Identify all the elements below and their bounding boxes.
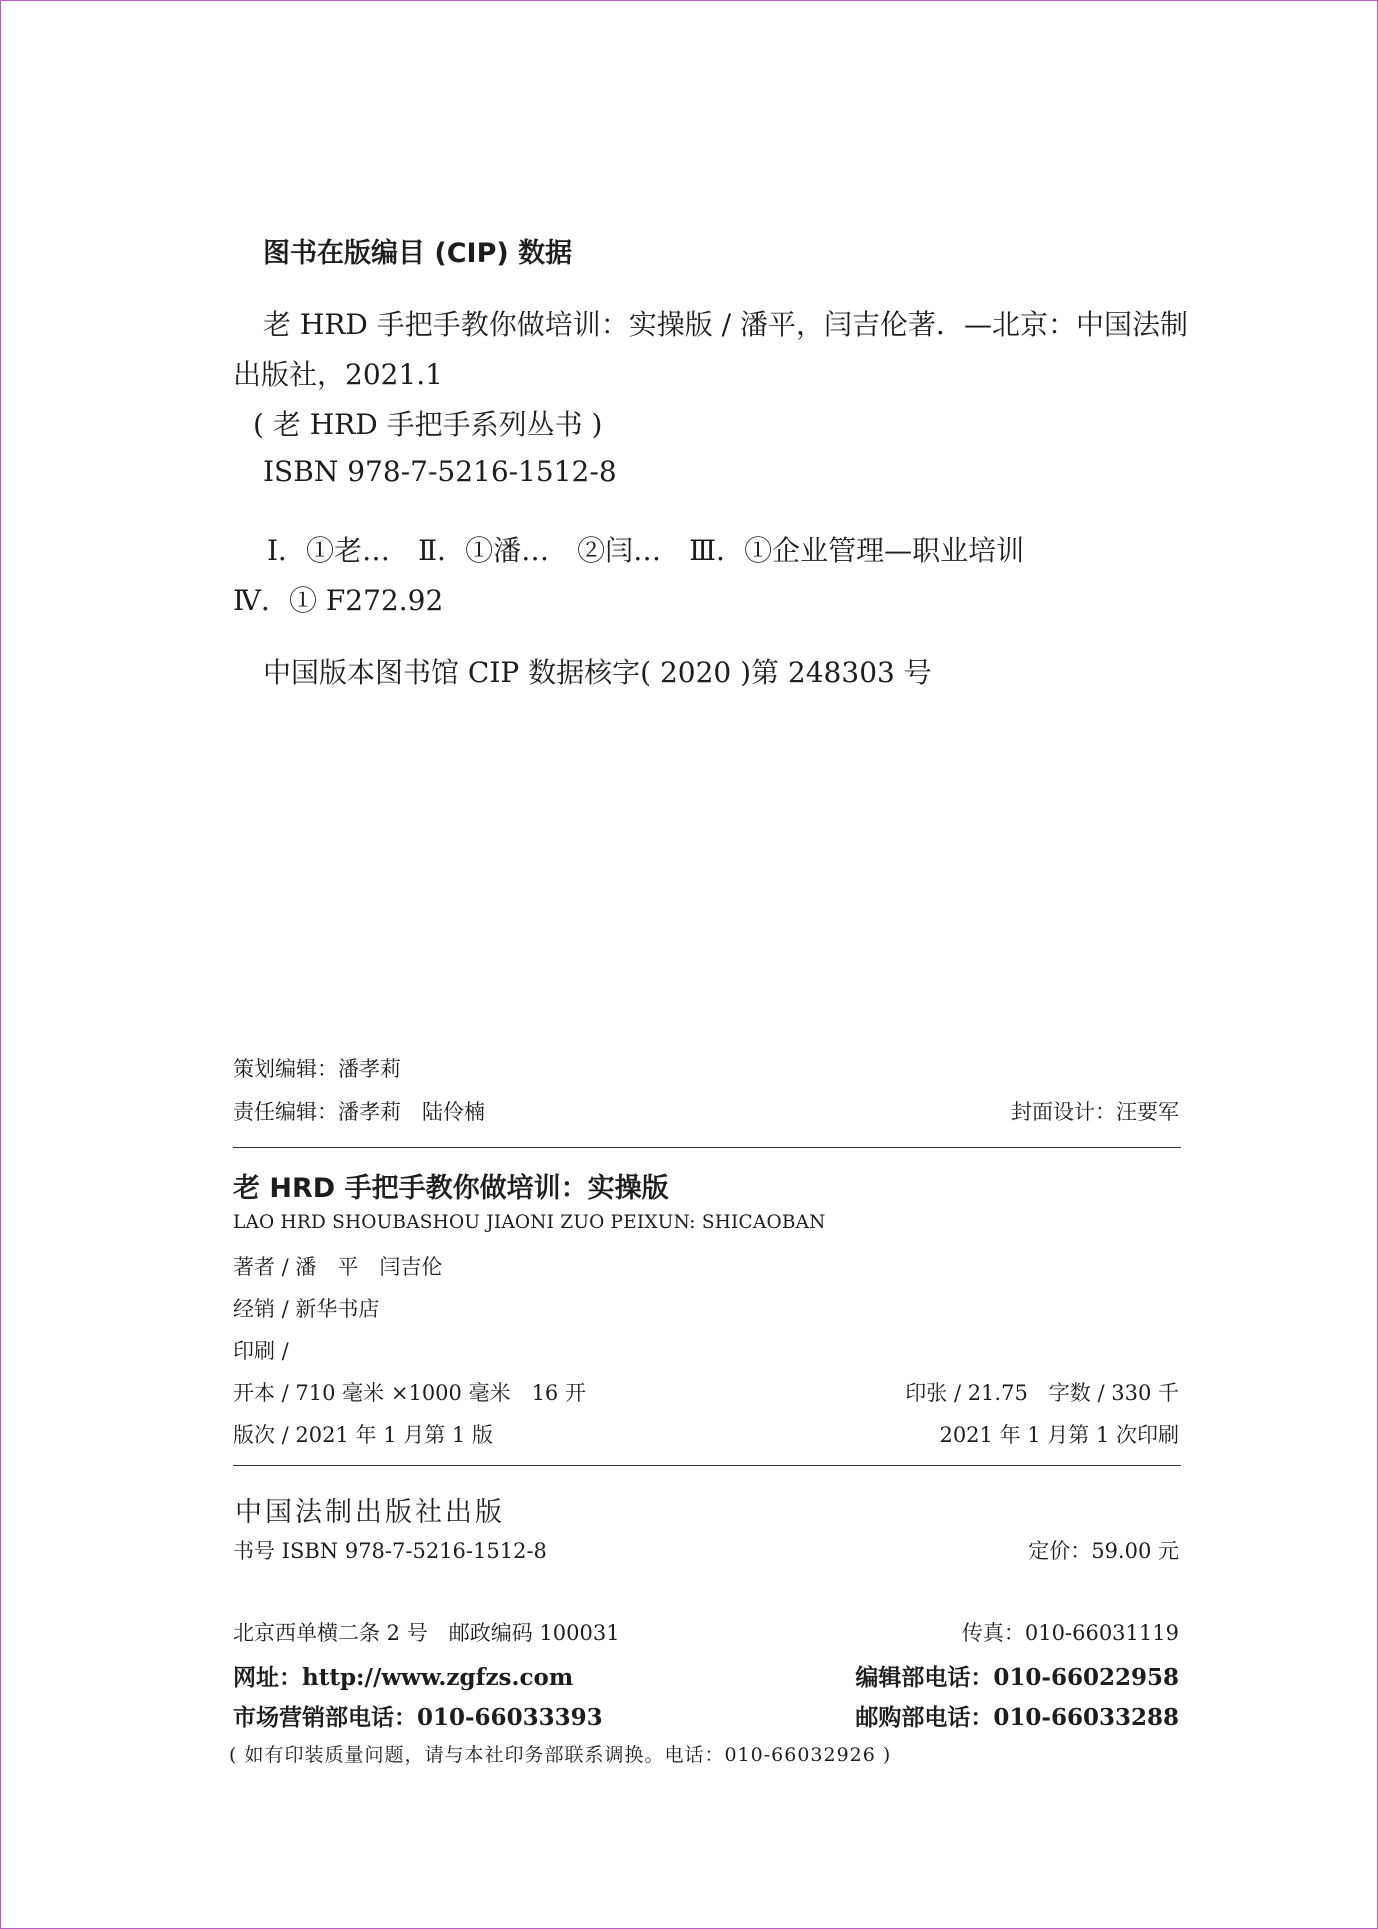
authors: 著者 / 潘 平 闫吉伦 — [233, 1255, 443, 1279]
print-run: 2021 年 1 月第 1 次印刷 — [939, 1423, 1179, 1447]
sheets-words: 印张 / 21.75 字数 / 330 千 — [905, 1381, 1179, 1405]
cip-line-2: 出版社，2021.1 — [233, 358, 443, 391]
printing: 印刷 / — [233, 1339, 289, 1363]
price: 定价：59.00 元 — [1028, 1539, 1179, 1563]
address: 北京西单横二条 2 号 邮政编码 100031 — [233, 1621, 620, 1645]
format: 开本 / 710 毫米 ×1000 毫米 16 开 — [233, 1381, 586, 1405]
cip-isbn: ISBN 978-7-5216-1512-8 — [263, 455, 617, 488]
cip-record-number: 中国版本图书馆 CIP 数据核字( 2020 )第 248303 号 — [263, 656, 932, 689]
cip-line-1: 老 HRD 手把手教你做培训：实操版 / 潘平，闫吉伦著．—北京：中国法制 — [263, 308, 1188, 341]
editorial-phone: 编辑部电话：010-66022958 — [855, 1664, 1179, 1691]
book-title: 老 HRD 手把手教你做培训：实操版 — [233, 1173, 669, 1204]
book-number: 书号 ISBN 978-7-5216-1512-8 — [233, 1539, 547, 1563]
marketing-phone: 市场营销部电话：010-66033393 — [233, 1704, 603, 1731]
mail-order-phone: 邮购部电话：010-66033288 — [855, 1704, 1179, 1731]
cip-classification-2: Ⅳ．① F272.92 — [233, 584, 444, 617]
book-title-pinyin: LAO HRD SHOUBASHOU JIAONI ZUO PEIXUN: SHICAOBAN — [233, 1212, 826, 1233]
cip-heading: 图书在版编目 (CIP) 数据 — [263, 238, 573, 269]
distribution: 经销 / 新华书店 — [233, 1297, 380, 1321]
divider-top — [233, 1147, 1181, 1148]
cip-series: ( 老 HRD 手把手系列丛书 ) — [253, 408, 603, 441]
cip-classification-1: Ⅰ．①老… Ⅱ．①潘… ②闫… Ⅲ．①企业管理—职业培训 — [267, 534, 1025, 567]
edition: 版次 / 2021 年 1 月第 1 版 — [233, 1423, 493, 1447]
website: 网址：http://www.zgfzs.com — [233, 1664, 574, 1691]
cover-design: 封面设计：汪要军 — [1011, 1100, 1179, 1124]
publisher-name: 中国法制出版社出版 — [235, 1497, 505, 1528]
planning-editor: 策划编辑：潘孝莉 — [233, 1057, 401, 1081]
quality-note: ( 如有印装质量问题，请与本社印务部联系调换。电话：010-66032926 ) — [229, 1744, 892, 1766]
responsible-editors: 责任编辑：潘孝莉 陆伶楠 — [233, 1100, 485, 1124]
divider-bottom — [233, 1465, 1181, 1466]
fax: 传真：010-66031119 — [961, 1621, 1179, 1645]
